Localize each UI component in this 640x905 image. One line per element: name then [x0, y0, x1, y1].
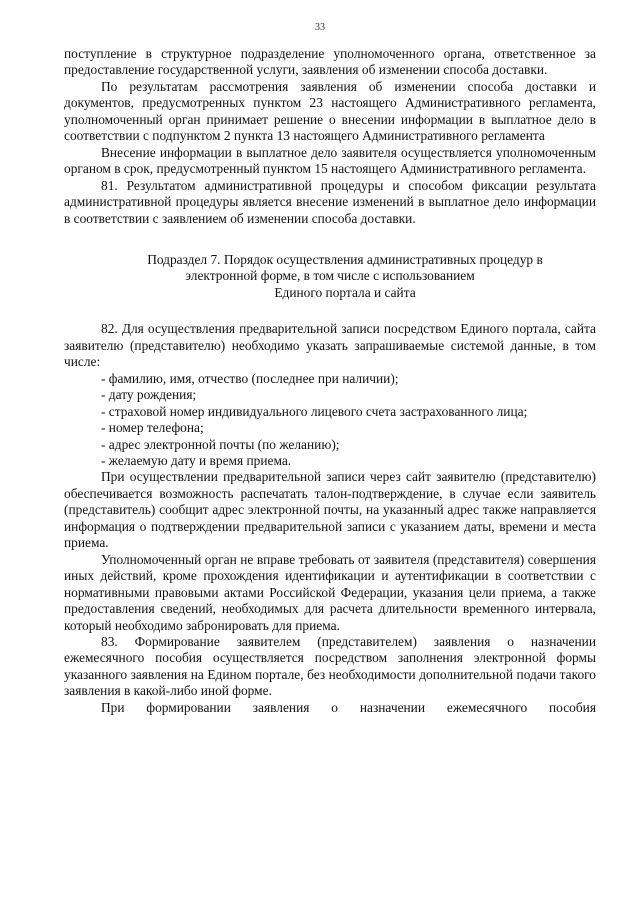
paragraph-forming-application: При формировании заявления о назначении ежемесячного пособия	[101, 699, 596, 715]
heading-line-2: электронной форме, в том числе с использованием	[185, 268, 475, 284]
paragraph-info-entry: Внесение информации в выплатное дело заявителя осуществляется уполномоченным органом в срок, предусмотренный пунктом 15 настоящего Административного регламента.	[64, 144, 596, 177]
list-item: - страховой номер индивидуального лицевого счета застрахованного лица;	[101, 403, 528, 419]
heading-line-3: Единого портала и сайта	[274, 284, 416, 300]
paragraph-82: 82. Для осуществления предварительной записи посредством Единого портала, сайта заявителю (представителю) необходимо указать запрашиваемые системой данные, в том числе:	[64, 321, 596, 370]
paragraph-decision: По результатам рассмотрения заявления об изменении способа доставки и документов, предусмотренных пунктом 23 настоящего Административного регламента, уполномоченный орган принимает решение о внесении информации в выплатное дело в соответствии с подпунктом 2 пункта 13 настоящего Административного регламента	[64, 78, 596, 144]
page-number: 33	[315, 22, 325, 33]
document-body	[64, 46, 596, 716]
paragraph-83: 83. Формирование заявителем (представителем) заявления о назначении ежемесячного пособия осуществляется посредством заполнения электронной формы указанного заявления на Едином портале, без необходимости дополнительной подачи такого заявления в какой-либо иной форме.	[64, 633, 596, 699]
list-item: - фамилию, имя, отчество (последнее при наличии);	[101, 370, 399, 386]
paragraph-continuation: поступление в структурное подразделение уполномоченного органа, ответственное за предоставление государственной услуги, заявления об изменении способа доставки.	[64, 46, 596, 78]
heading-line-1: Подраздел 7. Порядок осуществления административных процедур в	[147, 251, 543, 267]
list-item: - номер телефона;	[101, 420, 204, 436]
paragraph-restrictions: Уполномоченный орган не вправе требовать от заявителя (представителя) совершения иных действий, кроме прохождения идентификации и аутентификации в соответствии с нормативными правовыми актами Российской Федерации, указания цели приема, а также предоставления сведений, необходимых для расчета длительности временного интервала, который необходимо забронировать для приема.	[64, 551, 596, 633]
paragraph-preregistration: При осуществлении предварительной записи через сайт заявителю (представителю) обеспечивается возможность распечатать талон-подтверждение, в случае если заявитель (представитель) сообщит адрес электронной почты, на указанный адрес также направляется информация о подтверждении предварительной записи с указанием даты, времени и места приема.	[64, 469, 596, 551]
subsection-heading	[64, 252, 596, 301]
list-item: - желаемую дату и время приема.	[101, 452, 292, 468]
paragraph-81: 81. Результатом административной процедуры и способом фиксации результата административной процедуры является внесение изменений в выплатное дело информации в соответствии с заявлением об изменении способа доставки.	[64, 177, 596, 226]
list-item: - дату рождения;	[101, 387, 197, 403]
list-item: - адрес электронной почты (по желанию);	[101, 436, 340, 452]
